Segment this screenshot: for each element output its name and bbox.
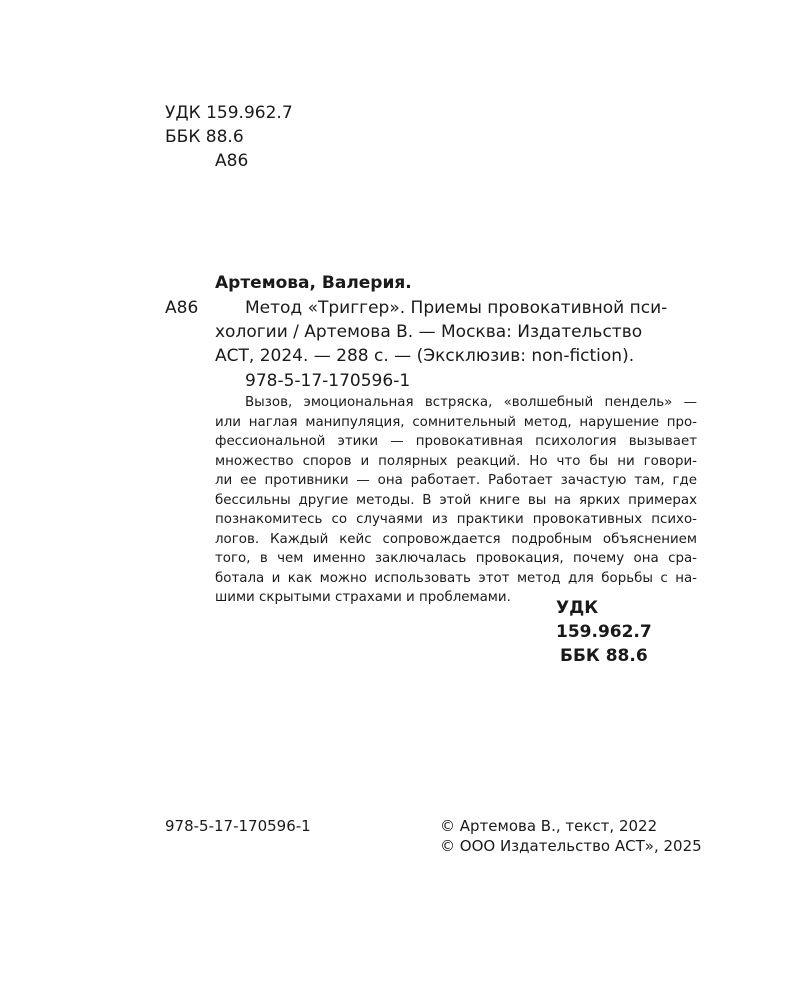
udk-code-bold: УДК 159.962.7 [556, 598, 652, 642]
classification-codes-bottom [556, 596, 697, 668]
record-author: Артемова, Валерия. [215, 273, 412, 293]
copyright-publisher: © ООО Издательство АСТ», 2025 [440, 837, 702, 855]
annotation [215, 393, 697, 608]
classification-codes-top [165, 101, 293, 173]
annotation-line: Вызов, эмоциональная встряска, «волшебный пендель» — [245, 395, 697, 410]
record-isbn: 978-5-17-170596-1 [245, 371, 411, 391]
copyright-text: © Артемова В., текст, 2022 [440, 817, 658, 835]
description-line: АСТ, 2024. — 288 с. — (Эксклюзив: non-fiction). [215, 346, 635, 366]
annotation-line: ботала и как можно использовать этот метод для борьбы с на- [215, 570, 697, 586]
copyright-block [440, 816, 702, 856]
annotation-line: познакомитесь со случаями из практики провокативных психо- [215, 512, 697, 527]
bbk-code-bold: ББК 88.6 [560, 646, 648, 666]
bbk-code: ББК 88.6 [165, 127, 244, 147]
annotation-line: фессиональной этики — провокативная психология вызывает [215, 434, 697, 449]
description-line: Метод «Триггер». Приемы провокативной пси- [245, 298, 668, 318]
footer-isbn: 978-5-17-170596-1 [165, 817, 311, 835]
annotation-line: шими скрытыми страхами и проблемами. [215, 590, 511, 605]
bibliographic-description [215, 296, 697, 368]
annotation-line: множество споров и полярных реакций. Но что бы ни говори- [215, 453, 697, 469]
annotation-line: логов. Каждый кейс сопровождается подробным объяснением [215, 531, 697, 547]
udk-code: УДК 159.962.7 [165, 103, 293, 123]
annotation-line: ли ее противники — она работает. Работает зачастую там, где [215, 473, 697, 488]
author-mark: А86 [215, 151, 249, 171]
annotation-line: или наглая манипуляция, сомнительный метод, нарушение про- [215, 414, 697, 430]
annotation-line: того, в чем именно заключалась провокация, почему она сра- [215, 551, 697, 566]
description-line: хологии / Артемова В. — Москва: Издательство [215, 322, 643, 342]
record-author-mark: А86 [165, 298, 199, 318]
annotation-line: бессильны другие методы. В этой книге вы на ярких примерах [215, 492, 697, 508]
